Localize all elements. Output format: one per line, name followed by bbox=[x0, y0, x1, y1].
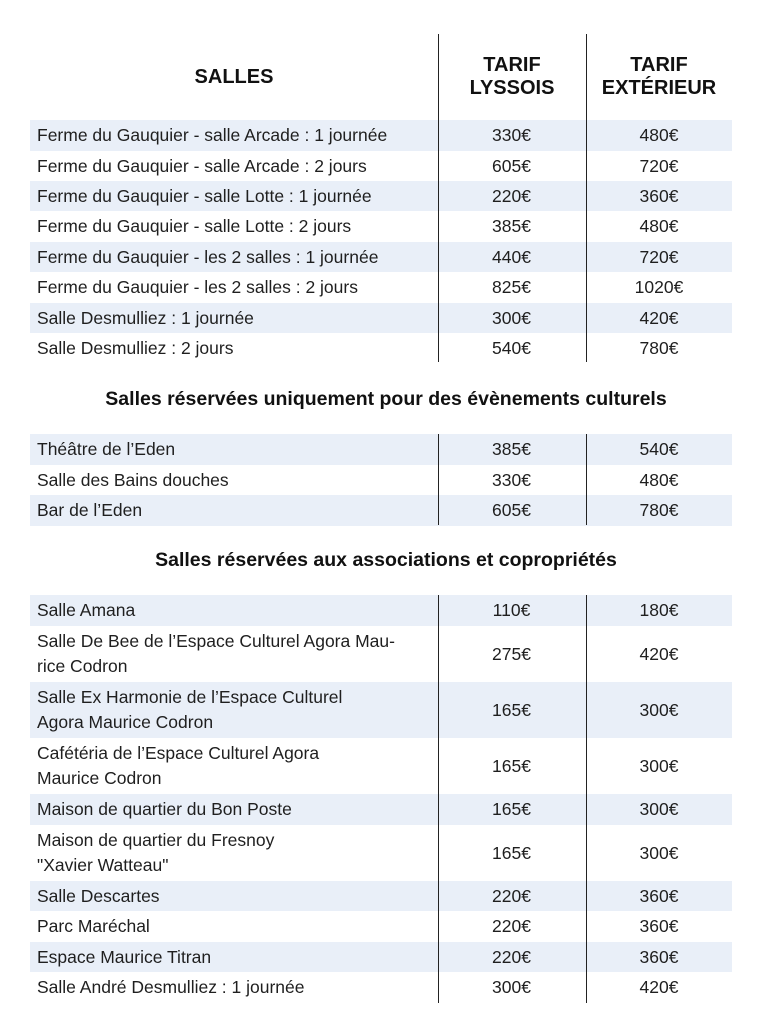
table-row bbox=[30, 881, 732, 911]
section-title-cultural: Salles réservées uniquement pour des évènements culturels bbox=[105, 388, 667, 410]
tarif-exterieur: 360€ bbox=[639, 946, 679, 967]
tarif-lyssois: 220€ bbox=[492, 916, 531, 936]
tarif-exterieur: 300€ bbox=[639, 842, 679, 863]
column-divider bbox=[438, 595, 439, 1003]
header-lyssois-line2: LYSSOIS bbox=[469, 77, 555, 99]
column-divider bbox=[586, 595, 587, 1003]
tarif-lyssois: 385€ bbox=[492, 439, 531, 459]
tarif-exterieur: 780€ bbox=[639, 338, 679, 358]
column-divider bbox=[586, 34, 587, 362]
tarif-lyssois: 165€ bbox=[492, 799, 531, 819]
tarif-exterieur: 300€ bbox=[639, 799, 679, 819]
header-salles-label: SALLES bbox=[194, 65, 274, 88]
room-name: Salle Ex Harmonie de l’Espace Culturel Agora Maurice Codron bbox=[37, 687, 343, 732]
header-exterieur-line2: EXTÉRIEUR bbox=[601, 77, 717, 99]
table-row bbox=[30, 911, 732, 942]
column-divider bbox=[438, 434, 439, 525]
room-name: Salle André Desmulliez : 1 journée bbox=[37, 977, 305, 997]
tarif-exterieur: 480€ bbox=[639, 469, 679, 490]
tarif-exterieur: 780€ bbox=[639, 500, 679, 520]
tarif-lyssois: 385€ bbox=[492, 216, 531, 236]
table-row bbox=[30, 595, 732, 626]
tarif-lyssois: 275€ bbox=[492, 643, 531, 664]
tarif-lyssois: 110€ bbox=[492, 600, 531, 620]
room-name: Salle Descartes bbox=[37, 885, 160, 906]
tarif-exterieur: 720€ bbox=[639, 246, 679, 267]
tarif-lyssois: 330€ bbox=[492, 125, 531, 145]
table-row bbox=[30, 972, 732, 1003]
tarif-lyssois: 165€ bbox=[492, 842, 531, 863]
column-divider bbox=[438, 34, 439, 362]
header-tarif-exterieur bbox=[586, 34, 732, 120]
header-salles bbox=[30, 34, 438, 120]
room-name: Ferme du Gauquier - salle Arcade : 1 journée bbox=[37, 125, 388, 145]
table-row bbox=[30, 495, 732, 526]
room-name: Salle Desmulliez : 1 journée bbox=[37, 307, 254, 328]
room-name: Salle Desmulliez : 2 jours bbox=[37, 338, 234, 358]
header-lyssois-line1: TARIF bbox=[483, 54, 541, 76]
room-name: Ferme du Gauquier - les 2 salles : 1 journée bbox=[37, 246, 379, 267]
room-name: Ferme du Gauquier - salle Lotte : 1 journée bbox=[37, 185, 372, 206]
tarif-exterieur: 300€ bbox=[639, 755, 679, 776]
room-name: Salle De Bee de l’Espace Culturel Agora Mau- rice Codron bbox=[37, 631, 395, 676]
table-header bbox=[30, 34, 732, 120]
room-name: Maison de quartier du Fresnoy "Xavier Watteau" bbox=[37, 830, 275, 875]
tarif-lyssois: 540€ bbox=[492, 338, 531, 358]
tarif-exterieur: 360€ bbox=[639, 885, 679, 906]
tarif-exterieur: 300€ bbox=[639, 699, 679, 720]
room-name: Ferme du Gauquier - salle Arcade : 2 jours bbox=[37, 155, 367, 176]
tarif-lyssois: 330€ bbox=[492, 469, 531, 490]
room-name: Cafétéria de l’Espace Culturel Agora Maurice Codron bbox=[37, 743, 320, 788]
tarif-lyssois: 220€ bbox=[492, 885, 531, 906]
tarif-exterieur: 480€ bbox=[639, 216, 679, 236]
room-name: Ferme du Gauquier - les 2 salles : 2 jours bbox=[37, 277, 358, 297]
room-name: Théâtre de l’Eden bbox=[37, 439, 176, 459]
room-name: Salle des Bains douches bbox=[37, 469, 229, 490]
table-row bbox=[30, 333, 732, 364]
header-tarif-lyssois bbox=[438, 34, 586, 120]
table-row bbox=[30, 794, 732, 825]
tarif-lyssois: 300€ bbox=[492, 307, 531, 328]
table-row bbox=[30, 272, 732, 303]
table-row bbox=[30, 242, 732, 272]
table-row bbox=[30, 942, 732, 972]
table-row bbox=[30, 738, 732, 794]
room-name: Espace Maurice Titran bbox=[37, 946, 212, 967]
tarif-exterieur: 420€ bbox=[639, 643, 679, 664]
tarif-exterieur: 420€ bbox=[639, 977, 679, 997]
table-row bbox=[30, 181, 732, 211]
tarif-lyssois: 605€ bbox=[492, 500, 531, 520]
table-row bbox=[30, 120, 732, 151]
room-name: Bar de l’Eden bbox=[37, 500, 143, 520]
room-name: Maison de quartier du Bon Poste bbox=[37, 799, 292, 819]
table-row bbox=[30, 303, 732, 333]
table-row bbox=[30, 825, 732, 881]
header-exterieur-line1: TARIF bbox=[630, 54, 688, 76]
tarif-lyssois: 220€ bbox=[492, 185, 531, 206]
tarif-exterieur: 720€ bbox=[639, 155, 679, 176]
tarif-lyssois: 165€ bbox=[492, 699, 531, 720]
section-title-associations: Salles réservées aux associations et copropriétés bbox=[155, 549, 617, 571]
tarif-exterieur: 360€ bbox=[639, 185, 679, 206]
room-name: Ferme du Gauquier - salle Lotte : 2 jours bbox=[37, 216, 352, 236]
tarif-lyssois: 300€ bbox=[492, 977, 531, 997]
table-row bbox=[30, 211, 732, 242]
tarif-lyssois: 165€ bbox=[492, 755, 531, 776]
column-divider bbox=[586, 434, 587, 525]
table-row bbox=[30, 626, 732, 682]
tarif-exterieur: 1020€ bbox=[634, 277, 684, 297]
tarif-exterieur: 420€ bbox=[639, 307, 679, 328]
room-name: Salle Amana bbox=[37, 600, 136, 620]
tarif-exterieur: 360€ bbox=[639, 916, 679, 936]
tarif-exterieur: 480€ bbox=[639, 125, 679, 145]
tarif-lyssois: 440€ bbox=[492, 246, 531, 267]
tarif-lyssois: 605€ bbox=[492, 155, 531, 176]
room-name: Parc Maréchal bbox=[37, 916, 150, 936]
tarif-lyssois: 825€ bbox=[492, 277, 531, 297]
table-row bbox=[30, 682, 732, 738]
table-row bbox=[30, 434, 732, 465]
table-row bbox=[30, 151, 732, 181]
table-row bbox=[30, 465, 732, 495]
tarif-lyssois: 220€ bbox=[492, 946, 531, 967]
tarif-exterieur: 540€ bbox=[639, 439, 679, 459]
tarif-exterieur: 180€ bbox=[639, 600, 679, 620]
